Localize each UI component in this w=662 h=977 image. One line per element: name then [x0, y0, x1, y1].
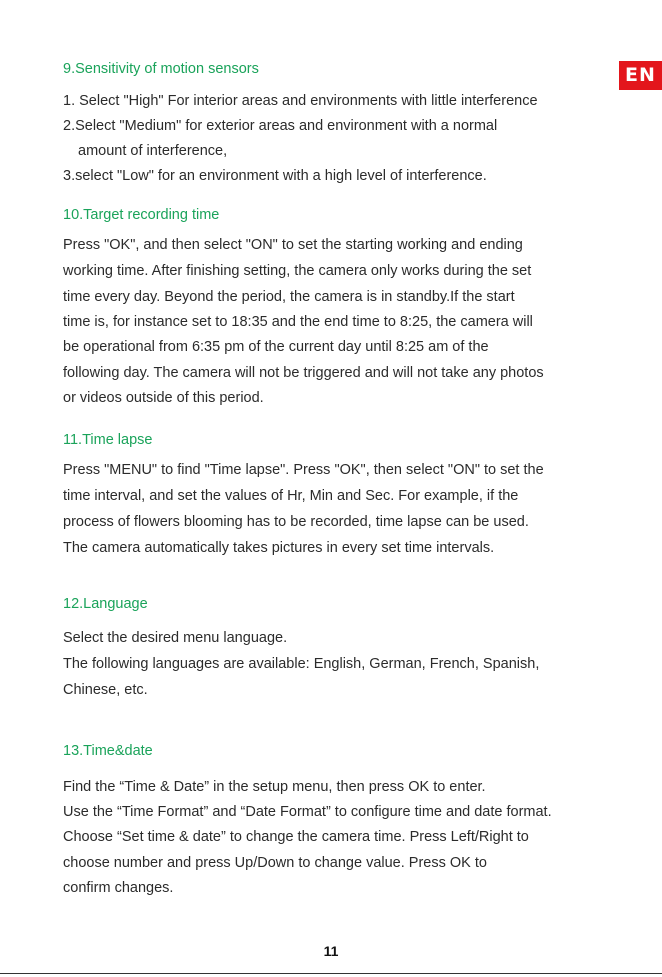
text-line: choose number and press Up/Down to change value. Press OK to — [63, 855, 487, 871]
text-line: time every day. Beyond the period, the camera is in standby.If the start — [63, 289, 515, 305]
text-line: following day. The camera will not be triggered and will not take any photos — [63, 365, 544, 381]
section-heading-time-date: 13.Time&date — [63, 743, 153, 759]
text-line: time interval, and set the values of Hr, Min and Sec. For example, if the — [63, 488, 519, 504]
text-line: be operational from 6:35 pm of the current day until 8:25 am of the — [63, 339, 489, 355]
language-badge: EN — [619, 61, 662, 90]
text-line: Use the “Time Format” and “Date Format” to configure time and date format. — [63, 804, 552, 820]
section-heading-time-lapse: 11.Time lapse — [63, 432, 153, 448]
text-line: process of flowers blooming has to be recorded, time lapse can be used. — [63, 514, 529, 530]
bottom-divider — [0, 973, 662, 974]
text-line: confirm changes. — [63, 880, 174, 896]
text-line: Chinese, etc. — [63, 682, 148, 698]
text-line: working time. After finishing setting, the camera only works during the set — [63, 263, 532, 279]
text-line: The following languages are available: English, German, French, Spanish, — [63, 656, 540, 672]
text-line: time is, for instance set to 18:35 and the end time to 8:25, the camera will — [63, 314, 533, 330]
text-line: Select the desired menu language. — [63, 630, 288, 646]
text-line: Press "OK", and then select "ON" to set the starting working and ending — [63, 237, 523, 253]
section-heading-language: 12.Language — [63, 596, 148, 612]
text-line: Find the “Time & Date” in the setup menu, then press OK to enter. — [63, 779, 486, 795]
text-line: Choose “Set time & date” to change the camera time. Press Left/Right to — [63, 829, 529, 845]
section-heading-target-recording: 10.Target recording time — [63, 207, 220, 223]
section-heading-sensitivity: 9.Sensitivity of motion sensors — [63, 61, 259, 77]
text-line: 2.Select "Medium" for exterior areas and environment with a normal — [63, 118, 498, 134]
text-line: 1. Select "High" For interior areas and environments with little interference — [63, 93, 538, 109]
page-number: 11 — [323, 943, 339, 959]
text-line: 3.select "Low" for an environment with a high level of interference. — [63, 168, 487, 184]
text-line: Press "MENU" to find "Time lapse". Press "OK", then select "ON" to set the — [63, 462, 544, 478]
text-line: The camera automatically takes pictures in every set time intervals. — [63, 540, 495, 556]
text-line: or videos outside of this period. — [63, 390, 264, 406]
text-line: amount of interference, — [78, 143, 228, 159]
